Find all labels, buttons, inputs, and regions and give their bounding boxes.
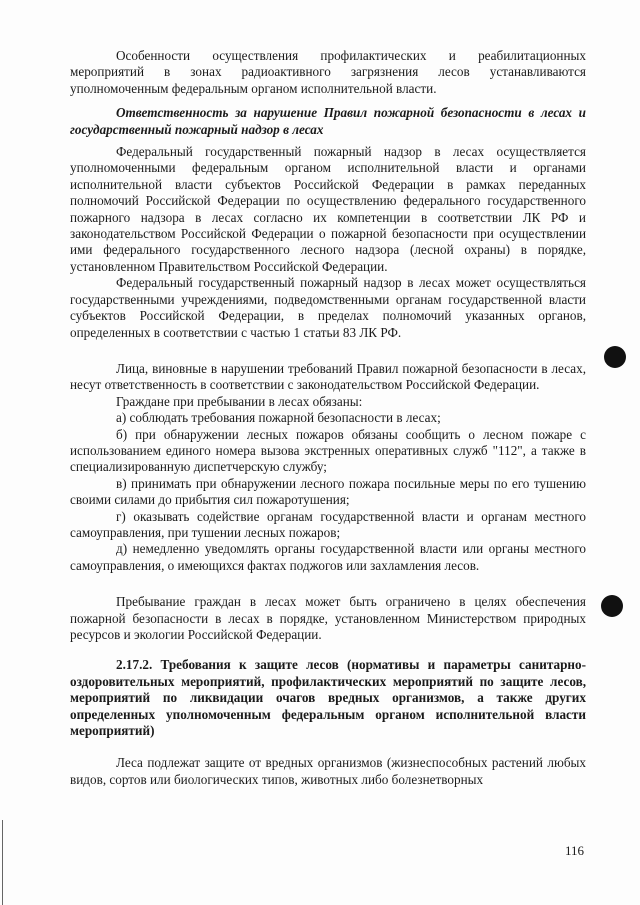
- heading-forest-protection: 2.17.2. Требования к защите лесов (нормативы и параметры санитарно-оздоровительных мероприятий, профилактических мероприятий по защите лесов, мероприятий по ликвидации очагов вредных организмов, а также других определенных уполномоченным федеральным органом исполнительной власти мероприятий): [70, 657, 586, 739]
- paragraph-citizen-duties: Граждане при пребывании в лесах обязаны:: [116, 393, 363, 409]
- heading-fire-responsibility: Ответственность за нарушение Правил пожарной безопасности в лесах и государственный пожарный надзор в лесах: [70, 105, 586, 137]
- list-item-d: д) немедленно уведомлять органы государственной власти или органы местного самоуправления, о имеющихся фактах поджогов или захламления лесов.: [70, 541, 586, 573]
- list-item-b: б) при обнаружении лесных пожаров обязаны сообщить о лесном пожаре с использованием единого номера вызова экстренных оперативных служб "112", а также в специализированную диспетчерскую службу;: [70, 426, 586, 475]
- paragraph-fire-supervision: Федеральный государственный пожарный надзор в лесах осуществляется уполномоченными федеральным органом исполнительной власти и органами исполнительной власти субъектов Российской Федерации в рамках переданных полномочий Российской Федерации по осуществлению федерального государственного пожарного надзора в лесах согласно их компетенции в соответствии ЛК РФ и законодательством Российской Федерации о пожарной безопасности при осуществлении ими федерального государственного лесного надзора (лесной охраны) в порядке, установленном Правительством Российской Федерации.: [70, 144, 586, 274]
- paragraph-pests: Леса подлежат защите от вредных организмов (жизнеспособных растений любых видов, сортов или биологических типов, животных либо болезнетворных: [70, 755, 586, 787]
- scan-edge-line: [2, 820, 3, 905]
- list-item-g: г) оказывать содействие органам государственной власти и органам местного самоуправления, при тушении лесных пожаров;: [70, 508, 586, 540]
- paragraph-restriction: Пребывание граждан в лесах может быть ограничено в целях обеспечения пожарной безопасности в лесах в порядке, установленном Министерством природных ресурсов и экологии Российской Федерации.: [70, 594, 586, 642]
- binder-hole-mark: [601, 595, 623, 617]
- paragraph-liability: Лица, виновные в нарушении требований Правил пожарной безопасности в лесах, несут ответственность в соответствии с законодательством Российской Федерации.: [70, 360, 586, 393]
- page-content: [70, 48, 586, 788]
- list-item-a: а) соблюдать требования пожарной безопасности в лесах;: [116, 410, 441, 426]
- binder-hole-mark: [604, 346, 626, 368]
- page-number: 116: [564, 843, 584, 858]
- paragraph-state-institutions: Федеральный государственный пожарный надзор в лесах может осуществляться государственными учреждениями, подведомственными органам государственной власти субъектов Российской Федерации, в пределах полномочий указанных органов, определенных в соответствии с частью 1 статьи 83 ЛК РФ.: [70, 275, 586, 340]
- list-item-v: в) принимать при обнаружении лесного пожара посильные меры по его тушению своими силами до прибытия сил пожаротушения;: [70, 475, 586, 508]
- paragraph-rehabilitation: Особенности осуществления профилактических и реабилитационных мероприятий в зонах радиоактивного загрязнения лесов устанавливаются уполномоченным федеральным органом исполнительной власти.: [70, 48, 586, 96]
